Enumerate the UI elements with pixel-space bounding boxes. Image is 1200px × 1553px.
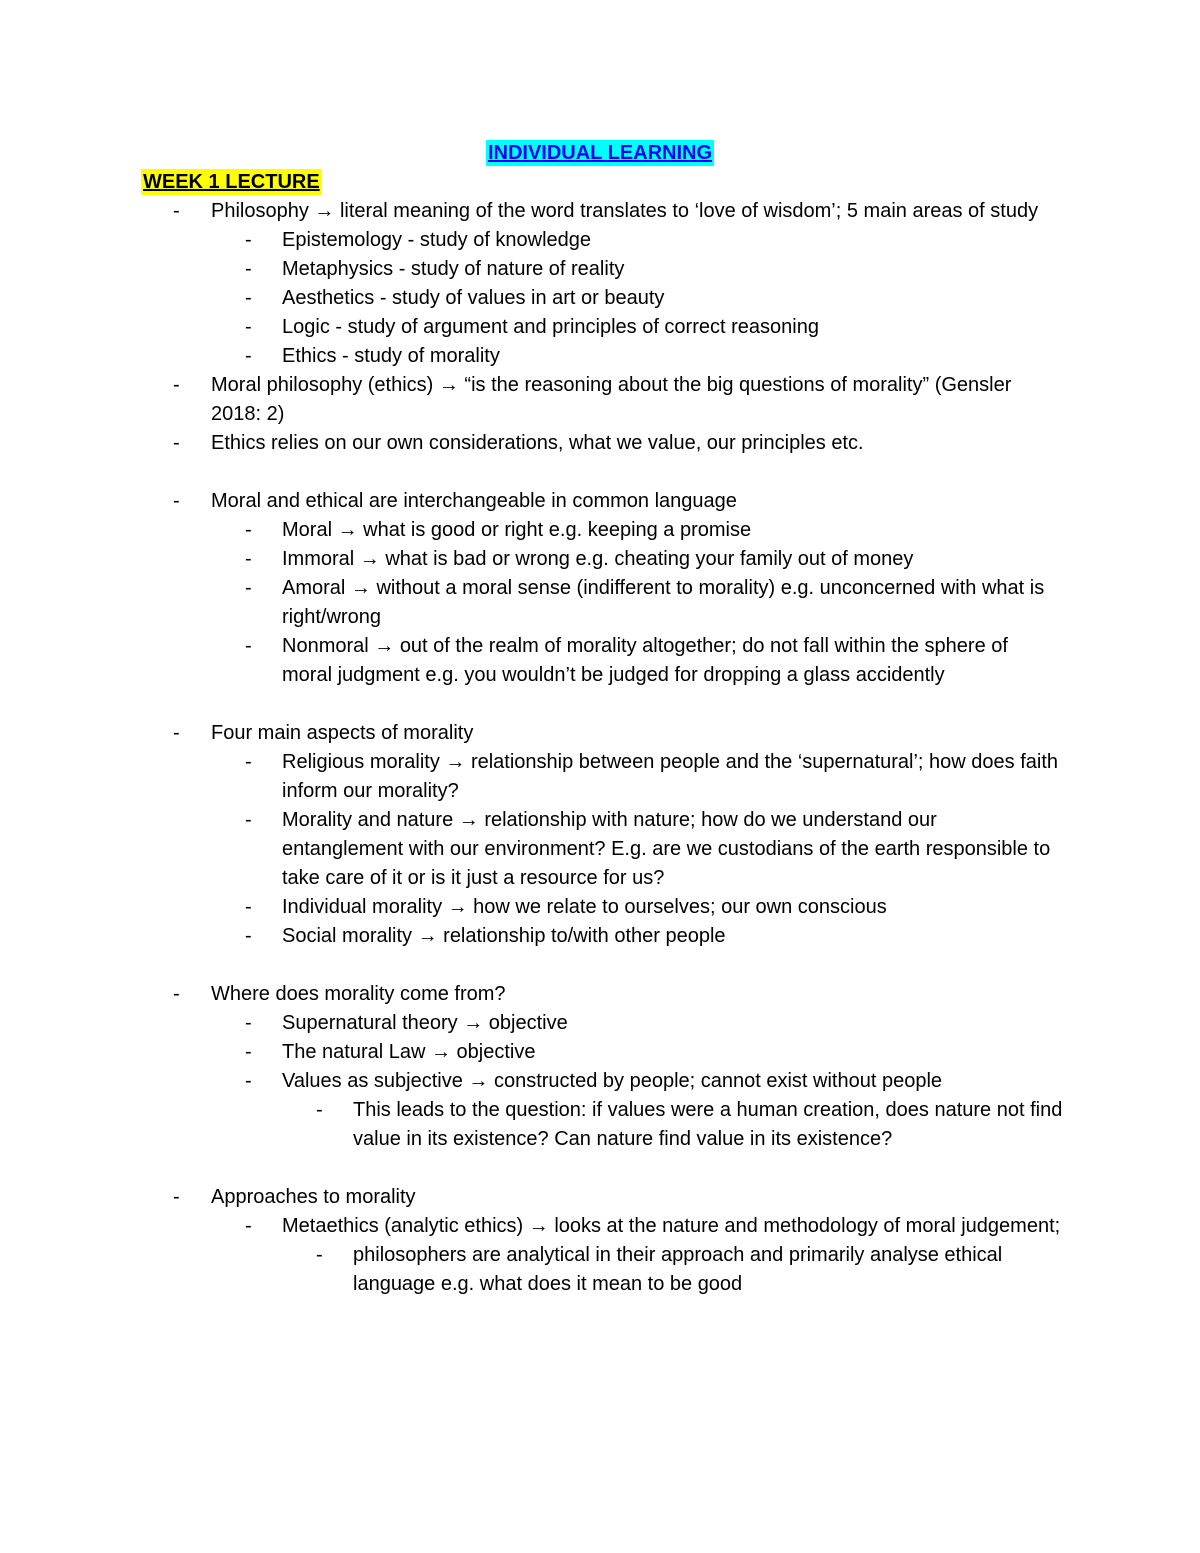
- blank-line: [0, 1154, 1200, 1183]
- list-item: [0, 226, 1200, 255]
- list-item: [0, 922, 1200, 951]
- bullet-dash: -: [245, 345, 252, 367]
- list-item: [0, 255, 1200, 284]
- list-item: [0, 719, 1200, 748]
- bullet-dash: -: [245, 751, 252, 773]
- list-item-text: Social morality → relationship to/with other people: [282, 925, 726, 947]
- list-item: [0, 806, 1200, 893]
- list-item: [0, 1241, 1200, 1299]
- bullet-dash: -: [173, 722, 180, 744]
- list-item: [0, 313, 1200, 342]
- list-item: [0, 1212, 1200, 1241]
- list-item: [0, 1183, 1200, 1212]
- blank-line: [0, 458, 1200, 487]
- bullet-dash: -: [245, 548, 252, 570]
- list-item-text: Metaethics (analytic ethics) → looks at the nature and methodology of moral judgement;: [282, 1215, 1061, 1237]
- bullet-dash: -: [173, 432, 180, 454]
- list-item: [0, 429, 1200, 458]
- bullet-dash: -: [173, 200, 180, 222]
- list-item-text: Immoral → what is bad or wrong e.g. cheating your family out of money: [282, 548, 914, 570]
- list-item-text: Moral philosophy (ethics) → “is the reasoning about the big questions of morality” (Gensler 2018: 2): [211, 374, 1012, 425]
- list-item: [0, 632, 1200, 690]
- list-item: [0, 516, 1200, 545]
- list-item-text: Amoral → without a moral sense (indifferent to morality) e.g. unconcerned with what is right/wrong: [282, 577, 1045, 628]
- list-item: [0, 342, 1200, 371]
- list-item: [0, 487, 1200, 516]
- list-item: [0, 748, 1200, 806]
- list-item-text: Approaches to morality: [211, 1186, 416, 1208]
- list-item-text: The natural Law → objective: [282, 1041, 536, 1063]
- list-item: [0, 1009, 1200, 1038]
- list-item-text: Nonmoral → out of the realm of morality altogether; do not fall within the sphere of moral judgment e.g. you wouldn’t be judged for dropping a glass accidently: [282, 635, 1008, 686]
- bullet-dash: -: [245, 925, 252, 947]
- list-item-text: This leads to the question: if values were a human creation, does nature not find value in its existence? Can nature find value in its existence?: [353, 1099, 1063, 1150]
- list-item-text: Philosophy → literal meaning of the word translates to ‘love of wisdom’; 5 main areas of study: [211, 200, 1039, 222]
- list-item-text: Aesthetics - study of values in art or beauty: [282, 287, 665, 309]
- bullet-dash: -: [245, 316, 252, 338]
- list-item-text: Moral → what is good or right e.g. keeping a promise: [282, 519, 752, 541]
- bullet-dash: -: [245, 896, 252, 918]
- list-item: [0, 980, 1200, 1009]
- notes-list: [0, 197, 1200, 1299]
- list-item-text: Morality and nature → relationship with nature; how do we understand our entanglement with our environment? E.g. are we custodians of the earth responsible to take care of it or is it just a resource for us?: [282, 809, 1051, 889]
- list-item-text: philosophers are analytical in their approach and primarily analyse ethical language e.g. what does it mean to be good: [353, 1244, 1003, 1295]
- bullet-dash: -: [245, 1070, 252, 1092]
- document-title: INDIVIDUAL LEARNING: [487, 142, 713, 164]
- list-item: [0, 893, 1200, 922]
- list-item-text: Individual morality → how we relate to ourselves; our own conscious: [282, 896, 887, 918]
- section-heading: WEEK 1 LECTURE: [143, 171, 320, 193]
- list-item-text: Ethics relies on our own considerations, what we value, our principles etc.: [211, 432, 864, 454]
- bullet-dash: -: [173, 983, 180, 1005]
- bullet-dash: -: [173, 490, 180, 512]
- bullet-dash: -: [245, 809, 252, 831]
- list-item-text: Logic - study of argument and principles of correct reasoning: [282, 316, 819, 338]
- bullet-dash: -: [316, 1099, 323, 1121]
- bullet-dash: -: [245, 519, 252, 541]
- blank-line: [0, 951, 1200, 980]
- bullet-dash: -: [316, 1244, 323, 1266]
- list-item-text: Values as subjective → constructed by people; cannot exist without people: [282, 1070, 943, 1092]
- list-item: [0, 1067, 1200, 1096]
- list-item-text: Religious morality → relationship between people and the ‘supernatural’; how does faith inform our morality?: [282, 751, 1059, 802]
- bullet-dash: -: [245, 1215, 252, 1237]
- list-item: [0, 574, 1200, 632]
- list-item: [0, 197, 1200, 226]
- list-item-text: Epistemology - study of knowledge: [282, 229, 592, 251]
- list-item-text: Ethics - study of morality: [282, 345, 500, 367]
- title-container: [0, 140, 1200, 166]
- bullet-dash: -: [245, 1041, 252, 1063]
- blank-line: [0, 690, 1200, 719]
- list-item-text: Moral and ethical are interchangeable in common language: [211, 490, 737, 512]
- bullet-dash: -: [245, 635, 252, 657]
- list-item-text: Supernatural theory → objective: [282, 1012, 568, 1034]
- bullet-dash: -: [245, 577, 252, 599]
- list-item: [0, 1038, 1200, 1067]
- bullet-dash: -: [173, 374, 180, 396]
- list-item-text: Where does morality come from?: [211, 983, 506, 1005]
- bullet-dash: -: [245, 258, 252, 280]
- list-item-text: Metaphysics - study of nature of reality: [282, 258, 625, 280]
- list-item: [0, 371, 1200, 429]
- bullet-dash: -: [245, 287, 252, 309]
- bullet-dash: -: [245, 229, 252, 251]
- list-item-text: Four main aspects of morality: [211, 722, 474, 744]
- list-item: [0, 1096, 1200, 1154]
- bullet-dash: -: [245, 1012, 252, 1034]
- list-item: [0, 545, 1200, 574]
- bullet-dash: -: [173, 1186, 180, 1208]
- list-item: [0, 284, 1200, 313]
